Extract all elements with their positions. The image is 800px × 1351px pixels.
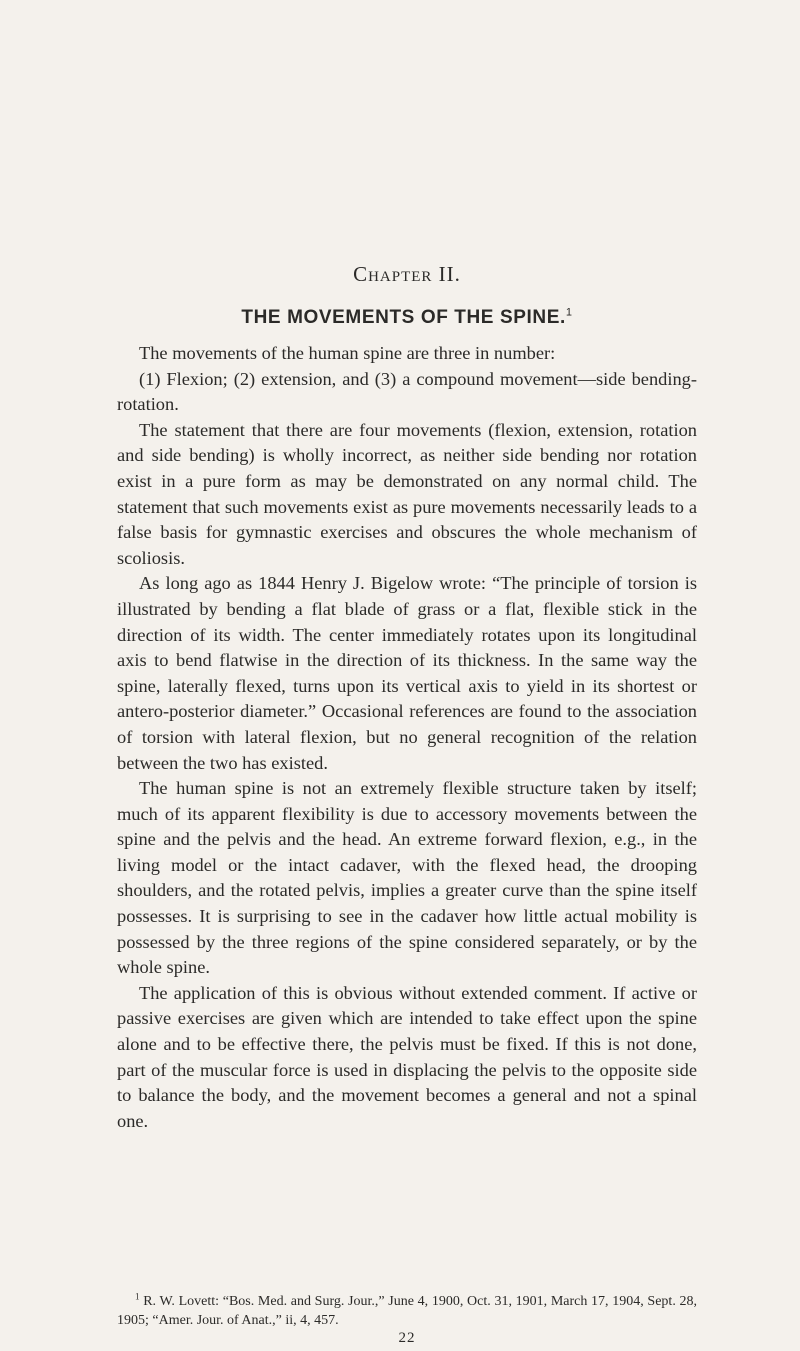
section-title-text: THE MOVEMENTS OF THE SPINE. — [241, 307, 566, 328]
footnote-marker: 1 — [135, 1291, 140, 1302]
paragraph: As long ago as 1844 Henry J. Bigelow wrote: “The principle of torsion is illustrated by bending a flat blade of grass or a flat, flexible stick in the direction of its width. The center immediately rotates upon its longitudinal axis to bend flatwise in the direction of its thickness. In the same way the spine, laterally flexed, turns upon its vertical axis to yield in its shortest or antero-posterior diameter.” Occasional references are found to the association of torsion with lateral flexion, but no general recognition of the relation between the two has existed. — [117, 573, 697, 773]
paragraph: (1) Flexion; (2) extension, and (3) a compound movement—side bending-rotation. — [117, 368, 697, 415]
chapter-heading: Chapter II. — [353, 262, 461, 286]
page-number: 22 — [398, 1330, 416, 1346]
paragraph: The statement that there are four movements (flexion, extension, rotation and side bending) is wholly incorrect, as neither side bending nor rotation exist in a pure form as may be demonstrated on any normal child. The statement that such movements exist as pure movements necessarily leads to a false basis for gymnastic exercises and obscures the whole mechanism of scoliosis. — [117, 419, 697, 568]
paragraph: The application of this is obvious without extended comment. If active or passive exercises are given which are intended to take effect upon the spine alone and to be effective there, the pelvis must be fixed. If this is not done, part of the muscular force is used in displacing the pelvis to the opposite side to balance the body, and the movement becomes a general and not a spinal one. — [117, 982, 697, 1131]
footnote — [117, 1292, 697, 1330]
body-text — [117, 341, 697, 1134]
section-title — [117, 307, 697, 329]
paragraph: The movements of the human spine are three in number: — [139, 343, 556, 363]
paragraph: The human spine is not an extremely flexible structure taken by itself; much of its apparent flexibility is due to accessory movements between the spine and the pelvis and the head. An extreme forward flexion, e.g., in the living model or the intact cadaver, with the flexed head, the drooping shoulders, and the rotated pelvis, implies a greater curve than the spine itself possesses. It is surprising to see in the cadaver how little actual mobility is possessed by the three regions of the spine considered separately, or by the whole spine. — [117, 778, 697, 978]
footnote-reference: 1 — [565, 306, 573, 319]
footnote-text: R. W. Lovett: “Bos. Med. and Surg. Jour.,” June 4, 1900, Oct. 31, 1901, March 17, 1904, Sept. 28, 1905; “Amer. Jour. of Anat.,” ii, 4, 457. — [117, 1294, 698, 1328]
